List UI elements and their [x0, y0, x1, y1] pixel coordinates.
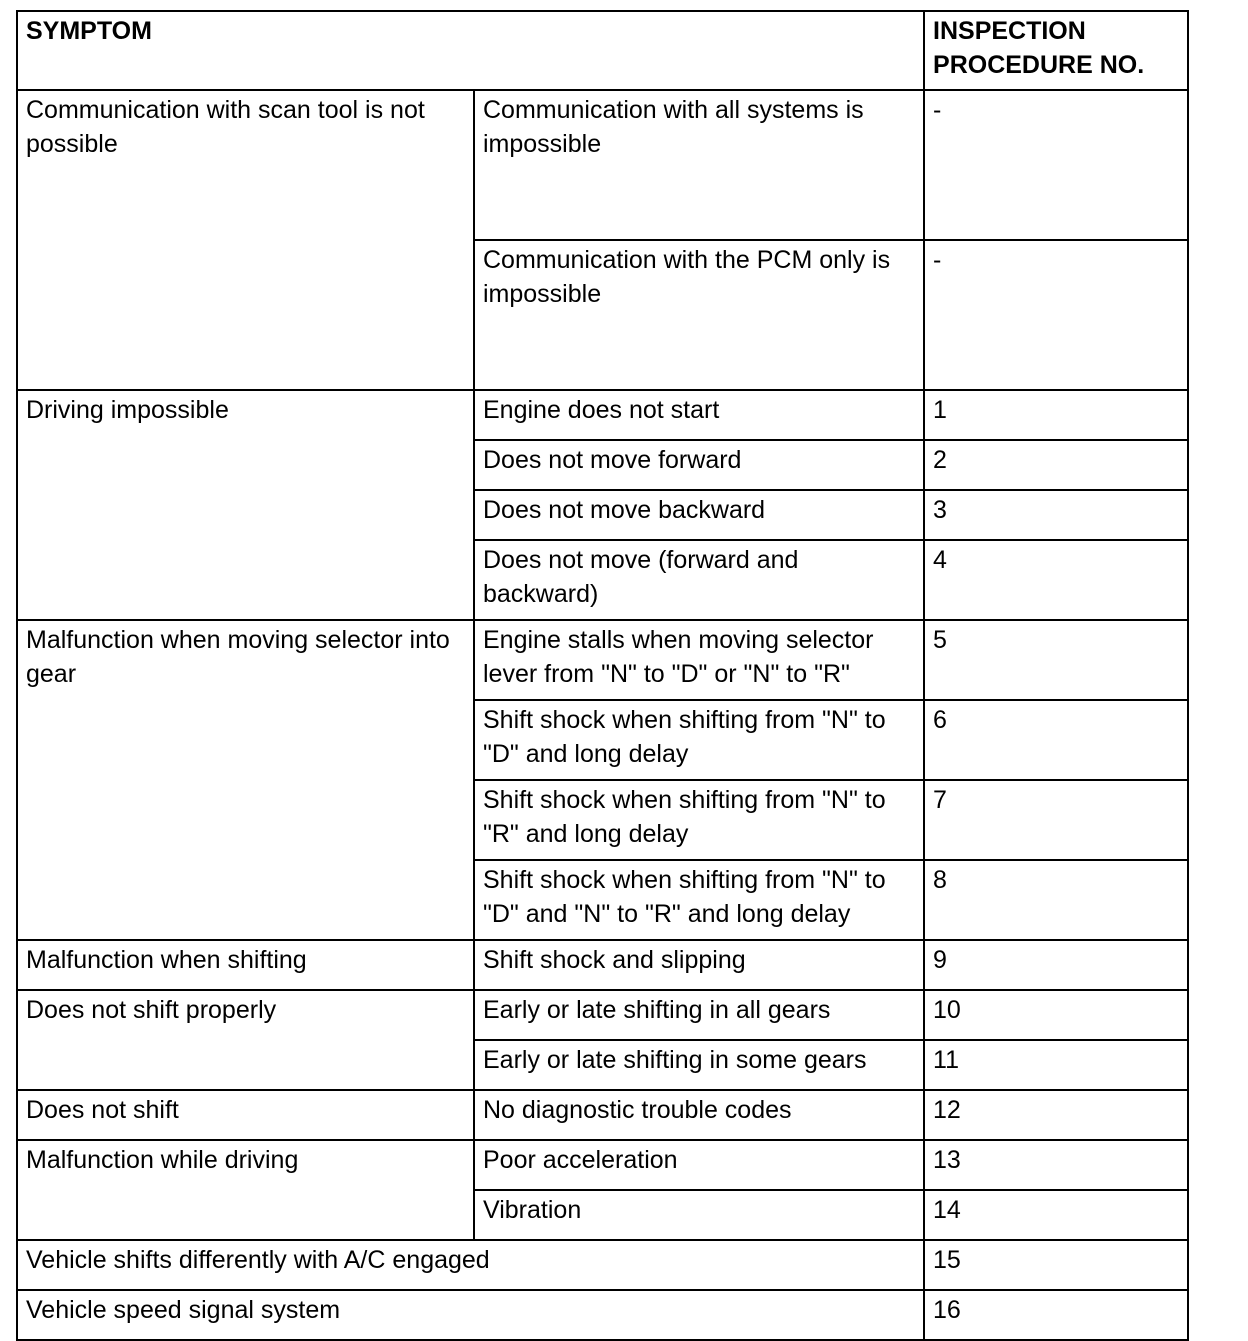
procedure-number: 4 — [924, 540, 1188, 620]
symptom-detail: Shift shock when shifting from "N" to "D" and long delay — [474, 700, 924, 780]
group-label-improper: Does not shift properly — [17, 990, 474, 1090]
table-row — [17, 1240, 1188, 1290]
symptom-detail: Early or late shifting in all gears — [474, 990, 924, 1040]
procedure-number: 15 — [924, 1240, 1188, 1290]
header-procedure: INSPECTION PROCEDURE NO. — [924, 11, 1188, 90]
procedure-number: 12 — [924, 1090, 1188, 1140]
procedure-number: 16 — [924, 1290, 1188, 1340]
symptom-detail: Does not move (forward and backward) — [474, 540, 924, 620]
header-symptom: SYMPTOM — [17, 11, 924, 90]
symptom-detail: No diagnostic trouble codes — [474, 1090, 924, 1140]
procedure-number: - — [924, 240, 1188, 390]
table-row — [17, 1140, 1188, 1190]
procedure-number: 6 — [924, 700, 1188, 780]
procedure-number: 9 — [924, 940, 1188, 990]
procedure-number: 14 — [924, 1190, 1188, 1240]
symptom-full-width: Vehicle speed signal system — [17, 1290, 924, 1340]
procedure-number: 13 — [924, 1140, 1188, 1190]
symptom-detail: Does not move forward — [474, 440, 924, 490]
group-label-communication: Communication with scan tool is not possible — [17, 90, 474, 390]
table-row — [17, 1290, 1188, 1340]
symptom-detail: Early or late shifting in some gears — [474, 1040, 924, 1090]
table-row — [17, 940, 1188, 990]
symptom-detail: Engine stalls when moving selector lever from "N" to "D" or "N" to "R" — [474, 620, 924, 700]
group-label-driving-malfunction: Malfunction while driving — [17, 1140, 474, 1240]
procedure-number: 7 — [924, 780, 1188, 860]
symptom-detail: Vibration — [474, 1190, 924, 1240]
symptom-detail: Shift shock when shifting from "N" to "R" and long delay — [474, 780, 924, 860]
procedure-number: 11 — [924, 1040, 1188, 1090]
symptom-detail: Communication with all systems is impossible — [474, 90, 924, 240]
group-label-noshift: Does not shift — [17, 1090, 474, 1140]
symptom-detail: Does not move backward — [474, 490, 924, 540]
table-row — [17, 1090, 1188, 1140]
procedure-number: 1 — [924, 390, 1188, 440]
group-label-selector: Malfunction when moving selector into gear — [17, 620, 474, 940]
symptom-table — [16, 10, 1189, 1341]
table-row — [17, 990, 1188, 1040]
procedure-number: - — [924, 90, 1188, 240]
procedure-number: 2 — [924, 440, 1188, 490]
procedure-number: 5 — [924, 620, 1188, 700]
table-row — [17, 90, 1188, 240]
procedure-number: 10 — [924, 990, 1188, 1040]
group-label-driving: Driving impossible — [17, 390, 474, 620]
symptom-detail: Shift shock and slipping — [474, 940, 924, 990]
symptom-full-width: Vehicle shifts differently with A/C engaged — [17, 1240, 924, 1290]
table-header-row — [17, 11, 1188, 90]
symptom-detail: Communication with the PCM only is impossible — [474, 240, 924, 390]
procedure-number: 8 — [924, 860, 1188, 940]
table-row — [17, 390, 1188, 440]
symptom-detail: Engine does not start — [474, 390, 924, 440]
group-label-shifting: Malfunction when shifting — [17, 940, 474, 990]
symptom-detail: Poor acceleration — [474, 1140, 924, 1190]
table-row — [17, 620, 1188, 700]
procedure-number: 3 — [924, 490, 1188, 540]
symptom-detail: Shift shock when shifting from "N" to "D" and "N" to "R" and long delay — [474, 860, 924, 940]
